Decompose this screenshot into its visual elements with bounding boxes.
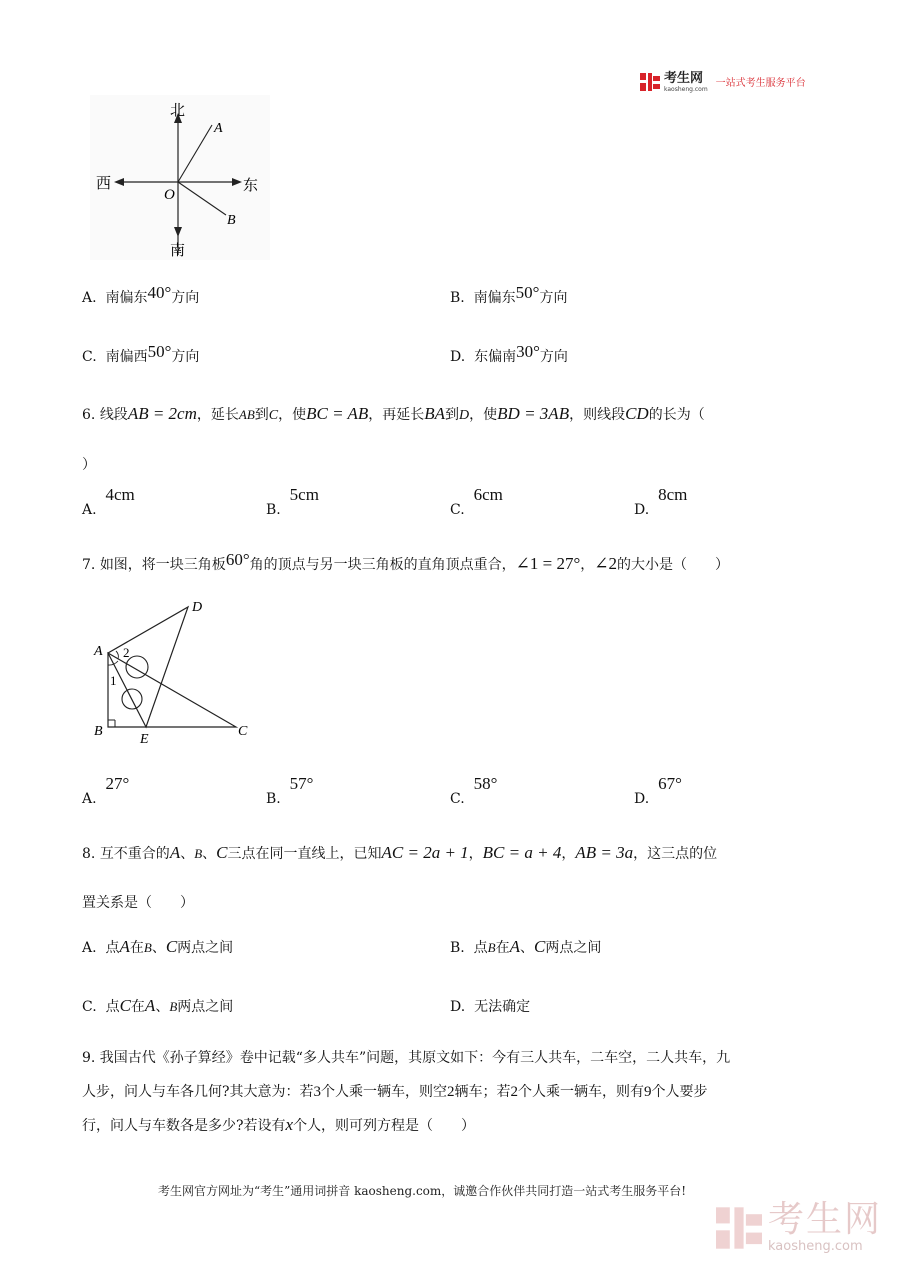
fig-label-E: E: [140, 732, 149, 747]
q6-option-b[interactable]: B. 5cm: [266, 485, 319, 518]
q9-stem-line2: 人步，问人与车各几何?其大意为：若3个人乘一辆车，则空2辆车；若2个人乘一辆车，则有9个人要步: [82, 1084, 708, 1100]
q8-option-d[interactable]: D. 无法确定: [450, 999, 531, 1015]
label-B: B: [227, 213, 236, 228]
kaosheng-logo-icon: [640, 73, 660, 91]
q5-option-c[interactable]: C. 南偏西50°方向: [82, 342, 200, 365]
header-logo: [640, 70, 806, 95]
q9-stem-line1: 9. 我国古代《孙子算经》卷中记载“多人共车”问题，其原文如下：今有三人共车，二车空，二人共车，九: [82, 1050, 731, 1066]
watermark-text: 考生网: [768, 1199, 883, 1240]
label-A: A: [214, 121, 223, 136]
compass-figure: [90, 95, 270, 260]
fig-label-A: A: [94, 644, 103, 659]
fig-label-angle-2: 2: [123, 645, 130, 660]
label-north: 北: [170, 101, 186, 119]
q8-option-a[interactable]: A. 点A在B、C两点之间: [82, 937, 234, 956]
q8-stem: 8. 互不重合的A、B、C三点在同一直线上，已知AC = 2a + 1，BC = a + 4，AB = 3a，这三点的位: [82, 843, 718, 862]
logo-url: kaosheng.com: [664, 86, 708, 93]
label-west: 西: [96, 174, 112, 192]
q5-option-b[interactable]: B. 南偏东50°方向: [450, 283, 568, 306]
q7-option-b[interactable]: B. 57°: [266, 774, 314, 807]
q6-option-a[interactable]: A. 4cm: [82, 485, 135, 518]
q8-stem-line2: 置关系是（ ）: [82, 895, 194, 911]
q7-option-d[interactable]: D. 67°: [634, 774, 682, 807]
fig-label-B: B: [94, 724, 103, 739]
q5-option-a[interactable]: A. 南偏东40°方向: [82, 283, 200, 306]
label-south: 南: [170, 241, 186, 259]
q8-option-b[interactable]: B. 点B在A、C两点之间: [450, 937, 602, 956]
footer-text: 考生网官方网址为“考生”通用词拼音 kaosheng.com，诚邀合作伙伴共同打造一站式考生服务平台!: [158, 1184, 687, 1198]
watermark-url: kaosheng.com: [768, 1239, 863, 1254]
watermark-logo-icon: [716, 1203, 762, 1253]
q6-stem: 6. 线段AB = 2cm，延长AB到C，使BC = AB，再延长BA到D，使BD = 3AB，则线段CD的长为（: [82, 404, 705, 423]
fig-label-C: C: [238, 724, 248, 739]
triangles-figure: [88, 595, 268, 747]
logo-name: 考生网: [664, 71, 704, 86]
fig-label-angle-1: 1: [110, 673, 117, 688]
fig-label-D: D: [192, 600, 203, 615]
q8-option-c[interactable]: C. 点C在A、B两点之间: [82, 996, 234, 1015]
q7-option-c[interactable]: C. 58°: [450, 774, 498, 807]
q7-option-a[interactable]: A. 27°: [82, 774, 130, 807]
label-O: O: [164, 187, 175, 203]
q6-stem-line2: ）: [82, 457, 96, 473]
header-slogan: 一站式考生服务平台: [715, 78, 806, 89]
q9-stem-line3: 行，问人与车数各是多少?若设有x个人，则可列方程是（ ）: [82, 1115, 476, 1134]
label-east: 东: [243, 176, 259, 194]
q6-option-c[interactable]: C. 6cm: [450, 485, 503, 518]
q6-option-d[interactable]: D. 8cm: [634, 485, 688, 518]
q7-stem: 7. 如图，将一块三角板60°角的顶点与另一块三角板的直角顶点重合，∠1 = 27°，∠2的大小是（ ）: [82, 550, 730, 573]
watermark: [716, 1199, 883, 1257]
q5-option-d[interactable]: D. 东偏南30°方向: [450, 342, 568, 365]
